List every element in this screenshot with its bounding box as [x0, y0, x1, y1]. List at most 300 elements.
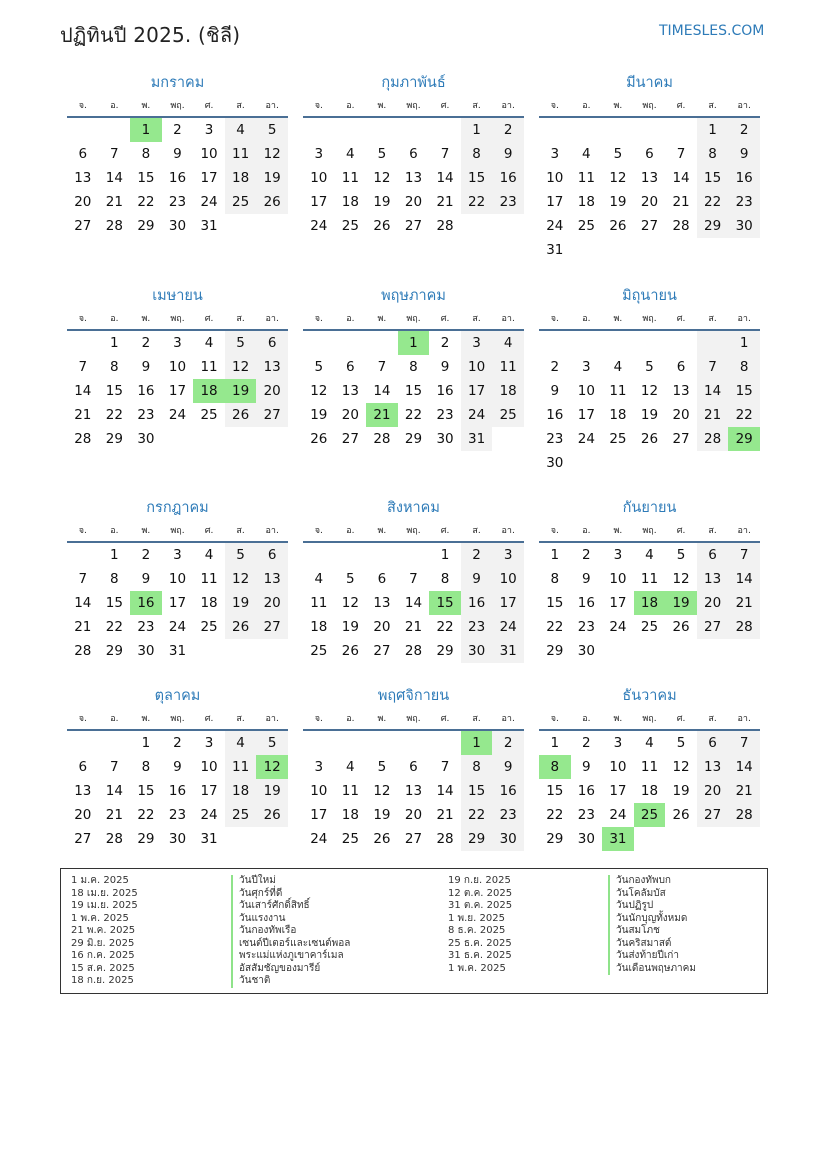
empty-cell — [225, 214, 257, 238]
empty-cell — [366, 118, 398, 142]
day-cell: 17 — [546, 194, 564, 210]
day-cell: 15 — [461, 779, 493, 803]
day-grid — [303, 731, 524, 851]
weekday-label: พฤ. — [406, 526, 421, 536]
month-name: ตุลาคม — [154, 688, 201, 704]
day-cell: 30 — [137, 643, 155, 659]
weekday-label: ส. — [236, 526, 245, 536]
empty-cell — [602, 118, 634, 142]
day-cell: 4 — [225, 731, 257, 755]
day-cell: 23 — [728, 190, 760, 214]
weekday-label: พฤ. — [170, 714, 185, 724]
day-cell: 7 — [728, 731, 760, 755]
day-cell: 30 — [168, 831, 187, 847]
day-cell: 19 — [672, 783, 690, 799]
site-link[interactable]: TIMESLES.COM — [659, 23, 765, 39]
holiday-date: 1 พ.ค. 2025 — [71, 912, 129, 924]
day-cell: 11 — [640, 571, 659, 587]
day-cell: 8 — [141, 146, 151, 162]
day-cell: 14 — [105, 170, 123, 186]
weekday-label: ส. — [708, 714, 717, 724]
day-cell: 7 — [78, 359, 88, 375]
weekday-label: ศ. — [440, 314, 450, 324]
day-cell: 12 — [672, 759, 690, 775]
day-cell: 6 — [645, 146, 654, 162]
day-cell: 11 — [200, 571, 218, 587]
day-cell: 12 — [225, 567, 257, 591]
holiday-row — [71, 950, 350, 963]
empty-cell — [193, 427, 225, 451]
empty-cell — [193, 639, 225, 663]
holiday-name: อัสสัมชัญของมารีย์ — [231, 963, 320, 976]
weekday-label: จ. — [550, 314, 559, 324]
day-cell: 14 — [74, 595, 92, 611]
day-cell: 5 — [225, 331, 257, 355]
day-cell: 21 — [697, 403, 729, 427]
weekday-label: พฤ. — [642, 314, 657, 324]
weekday-label: จ. — [78, 101, 87, 111]
day-cell: 10 — [461, 355, 493, 379]
day-cell: 12 — [672, 571, 690, 587]
weekday-label: อ. — [346, 314, 355, 324]
day-cell: 18 — [492, 379, 524, 403]
day-cell: 31 — [546, 242, 564, 258]
day-cell: 3 — [613, 547, 623, 563]
empty-cell — [697, 238, 729, 262]
day-cell: 29 — [105, 643, 123, 659]
month-calendar — [303, 684, 524, 851]
day-cell: 25 — [341, 218, 359, 234]
empty-cell — [634, 331, 666, 355]
day-cell: 18 — [193, 379, 225, 403]
day-cell: 5 — [225, 543, 257, 567]
month-name: สิงหาคม — [387, 500, 440, 516]
day-cell: 24 — [200, 194, 218, 210]
weekday-label: พฤ. — [170, 101, 185, 111]
empty-cell — [366, 731, 398, 755]
holiday-date: 31 ธ.ค. 2025 — [448, 950, 512, 961]
weekday-label: อา. — [501, 314, 515, 324]
day-cell: 7 — [676, 146, 686, 162]
day-cell: 1 — [141, 735, 151, 751]
day-cell: 25 — [200, 619, 218, 635]
day-cell: 6 — [256, 331, 288, 355]
holiday-row — [448, 900, 696, 913]
empty-cell — [634, 827, 666, 851]
empty-cell — [728, 639, 760, 663]
weekday-label: จ. — [78, 314, 87, 324]
day-cell: 28 — [74, 431, 92, 447]
day-cell: 4 — [204, 547, 214, 563]
day-cell: 26 — [341, 643, 359, 659]
month-calendar — [67, 284, 288, 451]
day-grid — [303, 331, 524, 451]
weekday-header — [67, 95, 288, 118]
empty-cell — [697, 827, 729, 851]
empty-cell — [571, 331, 603, 355]
empty-cell — [571, 238, 603, 262]
weekday-label: อ. — [582, 101, 591, 111]
weekday-header — [539, 95, 760, 118]
day-cell: 23 — [461, 615, 493, 639]
day-cell: 1 — [550, 547, 560, 563]
weekday-label: จ. — [314, 314, 323, 324]
day-cell: 26 — [225, 615, 257, 639]
day-cell: 6 — [697, 731, 729, 755]
day-cell: 13 — [256, 355, 288, 379]
weekday-label: พฤ. — [406, 714, 421, 724]
day-cell: 25 — [225, 190, 257, 214]
weekday-label: จ. — [314, 526, 323, 536]
day-cell: 30 — [728, 214, 760, 238]
day-cell: 21 — [74, 407, 92, 423]
empty-cell — [571, 118, 603, 142]
day-cell: 29 — [546, 831, 564, 847]
day-cell: 8 — [440, 571, 450, 587]
holiday-date: 15 ส.ค. 2025 — [71, 962, 135, 974]
day-cell: 9 — [582, 759, 591, 775]
day-cell: 30 — [492, 827, 524, 851]
day-cell: 3 — [314, 146, 324, 162]
day-cell: 20 — [697, 591, 729, 615]
day-cell: 4 — [346, 146, 355, 162]
day-cell: 15 — [105, 595, 123, 611]
day-cell: 22 — [461, 190, 493, 214]
weekday-label: อา. — [265, 314, 279, 324]
empty-cell — [492, 214, 524, 238]
empty-cell — [602, 331, 634, 355]
day-cell: 12 — [256, 142, 288, 166]
day-cell: 16 — [137, 383, 155, 399]
weekday-label: พ. — [613, 314, 623, 324]
month-calendar — [67, 684, 288, 851]
day-cell: 23 — [168, 194, 187, 210]
day-cell: 29 — [137, 831, 155, 847]
month-name: มกราคม — [150, 75, 205, 91]
day-grid — [539, 543, 760, 663]
day-cell: 28 — [728, 615, 760, 639]
empty-cell — [728, 827, 760, 851]
day-cell: 16 — [168, 170, 187, 186]
day-cell: 6 — [676, 359, 686, 375]
day-cell: 2 — [440, 335, 450, 351]
empty-cell — [225, 827, 257, 851]
weekday-label: อ. — [346, 714, 355, 724]
weekday-label: พ. — [613, 526, 623, 536]
day-cell: 26 — [640, 431, 659, 447]
day-cell: 19 — [373, 194, 391, 210]
day-cell: 4 — [492, 331, 524, 355]
weekday-header — [539, 308, 760, 331]
weekday-label: ศ. — [204, 526, 214, 536]
weekday-label: พฤ. — [642, 526, 657, 536]
month-calendar — [539, 684, 760, 851]
holiday-name: วันปีใหม่ — [231, 875, 276, 888]
holiday-date: 1 ม.ค. 2025 — [71, 875, 129, 886]
holiday-date: 8 ธ.ค. 2025 — [448, 925, 506, 936]
weekday-label: อา. — [737, 714, 751, 724]
weekday-label: พ. — [141, 101, 151, 111]
weekday-label: ศ. — [204, 101, 214, 111]
day-cell: 20 — [404, 807, 423, 823]
weekday-label: ศ. — [204, 314, 214, 324]
day-cell: 13 — [640, 170, 659, 186]
empty-cell — [602, 238, 634, 262]
day-cell: 22 — [137, 194, 155, 210]
day-cell: 22 — [105, 619, 123, 635]
day-cell: 19 — [665, 591, 697, 615]
day-cell: 28 — [404, 643, 423, 659]
weekday-header — [303, 520, 524, 543]
weekday-label: พ. — [141, 526, 151, 536]
holiday-list-left — [71, 875, 350, 988]
empty-cell — [335, 543, 367, 567]
weekday-label: ส. — [708, 101, 717, 111]
weekday-label: อา. — [501, 101, 515, 111]
day-cell: 14 — [373, 383, 391, 399]
holiday-row — [71, 888, 350, 901]
day-cell: 26 — [672, 619, 690, 635]
day-cell: 25 — [640, 619, 659, 635]
day-cell: 14 — [404, 595, 423, 611]
weekday-header — [303, 708, 524, 731]
weekday-label: อา. — [737, 101, 751, 111]
day-cell: 9 — [728, 142, 760, 166]
day-cell: 6 — [409, 146, 418, 162]
day-cell: 15 — [728, 379, 760, 403]
day-cell: 10 — [310, 170, 328, 186]
day-cell: 14 — [74, 383, 92, 399]
day-cell: 16 — [728, 166, 760, 190]
day-cell: 23 — [492, 190, 524, 214]
day-cell: 15 — [546, 783, 564, 799]
weekday-label: ศ. — [440, 526, 450, 536]
day-cell: 16 — [461, 591, 493, 615]
day-cell: 3 — [173, 547, 182, 563]
day-cell: 13 — [373, 595, 391, 611]
day-cell: 1 — [440, 547, 450, 563]
day-cell: 27 — [672, 431, 690, 447]
day-cell: 3 — [314, 759, 324, 775]
holiday-name: เซนต์ปีเตอร์และเซนต์พอล — [231, 938, 350, 951]
day-cell: 25 — [225, 803, 257, 827]
day-cell: 29 — [697, 214, 729, 238]
day-cell: 21 — [728, 779, 760, 803]
weekday-label: อ. — [582, 526, 591, 536]
day-cell: 29 — [546, 643, 564, 659]
month-name: กุมภาพันธ์ — [381, 75, 446, 91]
day-grid — [539, 118, 760, 262]
day-cell: 27 — [341, 431, 359, 447]
weekday-label: พ. — [377, 714, 387, 724]
day-cell: 17 — [461, 379, 493, 403]
day-cell: 31 — [168, 643, 187, 659]
weekday-label: ส. — [708, 314, 717, 324]
day-cell: 11 — [310, 595, 328, 611]
day-cell: 5 — [346, 571, 355, 587]
holiday-name: พระแม่แห่งภูเขาคาร์เมล — [231, 950, 344, 963]
day-cell: 17 — [577, 407, 595, 423]
day-cell: 21 — [436, 807, 454, 823]
day-cell: 25 — [310, 643, 328, 659]
day-cell: 7 — [78, 571, 88, 587]
day-cell: 9 — [141, 571, 151, 587]
day-cell: 12 — [310, 383, 328, 399]
day-cell: 10 — [168, 359, 187, 375]
day-cell: 7 — [110, 146, 119, 162]
day-cell: 17 — [609, 595, 627, 611]
empty-cell — [335, 731, 367, 755]
day-cell: 26 — [672, 807, 690, 823]
day-cell: 7 — [409, 571, 418, 587]
day-cell: 14 — [728, 755, 760, 779]
empty-cell — [225, 639, 257, 663]
day-cell: 9 — [582, 571, 591, 587]
day-grid — [67, 543, 288, 663]
day-cell: 20 — [74, 807, 92, 823]
day-cell: 14 — [728, 567, 760, 591]
day-cell: 18 — [341, 194, 359, 210]
day-cell: 17 — [310, 194, 328, 210]
day-cell: 1 — [110, 547, 119, 563]
day-cell: 26 — [609, 218, 627, 234]
day-cell: 8 — [409, 359, 418, 375]
day-cell: 20 — [256, 379, 288, 403]
day-cell: 2 — [461, 543, 493, 567]
month-calendar — [67, 71, 288, 238]
empty-cell — [256, 214, 288, 238]
day-cell: 19 — [341, 619, 359, 635]
day-cell: 28 — [436, 218, 454, 234]
empty-cell — [697, 331, 729, 355]
empty-cell — [99, 731, 131, 755]
day-cell: 7 — [377, 359, 387, 375]
day-cell: 4 — [314, 571, 324, 587]
holiday-name: วันกองทัพเรือ — [231, 925, 296, 938]
day-cell: 3 — [204, 735, 214, 751]
day-cell: 13 — [74, 783, 92, 799]
day-grid — [67, 118, 288, 238]
day-cell: 18 — [310, 619, 328, 635]
day-cell: 22 — [697, 190, 729, 214]
weekday-label: พฤ. — [170, 314, 185, 324]
day-cell: 7 — [110, 759, 119, 775]
weekday-label: อ. — [582, 714, 591, 724]
weekday-label: จ. — [314, 714, 323, 724]
day-cell: 8 — [550, 571, 560, 587]
weekday-label: อา. — [737, 526, 751, 536]
day-cell: 11 — [609, 383, 627, 399]
day-cell: 29 — [461, 827, 493, 851]
weekday-label: พ. — [141, 714, 151, 724]
holiday-row — [448, 888, 696, 901]
day-cell: 19 — [256, 166, 288, 190]
day-cell: 2 — [173, 735, 182, 751]
day-cell: 20 — [256, 591, 288, 615]
day-cell: 5 — [256, 731, 288, 755]
day-cell: 23 — [168, 807, 187, 823]
day-cell: 9 — [492, 142, 524, 166]
day-cell: 17 — [492, 591, 524, 615]
day-cell: 29 — [137, 218, 155, 234]
weekday-label: จ. — [78, 714, 87, 724]
day-cell: 12 — [373, 170, 391, 186]
day-cell: 14 — [105, 783, 123, 799]
day-cell: 16 — [546, 407, 564, 423]
day-cell: 30 — [546, 455, 564, 471]
day-cell: 17 — [168, 595, 187, 611]
day-cell: 20 — [373, 619, 391, 635]
day-cell: 26 — [373, 831, 391, 847]
weekday-label: ส. — [236, 314, 245, 324]
empty-cell — [602, 451, 634, 475]
weekday-label: พฤ. — [406, 101, 421, 111]
month-name: เมษายน — [152, 288, 203, 304]
empty-cell — [665, 451, 697, 475]
day-cell: 10 — [200, 759, 218, 775]
day-cell: 18 — [200, 595, 218, 611]
day-cell: 29 — [728, 427, 760, 451]
weekday-label: อ. — [110, 314, 119, 324]
day-cell: 15 — [404, 383, 423, 399]
day-cell: 21 — [74, 619, 92, 635]
day-cell: 4 — [645, 547, 654, 563]
day-cell: 17 — [168, 383, 187, 399]
day-cell: 27 — [697, 615, 729, 639]
day-cell: 24 — [200, 807, 218, 823]
empty-cell — [398, 118, 430, 142]
day-cell: 24 — [546, 218, 564, 234]
holiday-row — [71, 963, 350, 976]
day-cell: 21 — [728, 591, 760, 615]
day-cell: 19 — [225, 379, 257, 403]
empty-cell — [303, 543, 335, 567]
day-cell: 3 — [461, 331, 493, 355]
day-cell: 6 — [78, 146, 88, 162]
holiday-date: 29 มิ.ย. 2025 — [71, 937, 135, 949]
weekday-label: อ. — [110, 526, 119, 536]
month-calendar — [67, 496, 288, 663]
day-cell: 22 — [546, 619, 564, 635]
weekday-label: พฤ. — [642, 101, 657, 111]
day-grid — [539, 331, 760, 475]
day-cell: 25 — [492, 403, 524, 427]
day-cell: 13 — [697, 755, 729, 779]
day-cell: 12 — [640, 383, 659, 399]
day-cell: 30 — [577, 643, 595, 659]
day-cell: 24 — [609, 807, 627, 823]
holiday-name: วันเดือนพฤษภาคม — [608, 963, 696, 976]
day-cell: 8 — [539, 755, 571, 779]
day-cell: 27 — [256, 615, 288, 639]
day-cell: 26 — [373, 218, 391, 234]
day-cell: 3 — [613, 735, 623, 751]
day-cell: 10 — [168, 571, 187, 587]
day-cell: 2 — [141, 547, 151, 563]
day-cell: 19 — [310, 407, 328, 423]
empty-cell — [256, 427, 288, 451]
day-cell: 6 — [377, 571, 387, 587]
day-cell: 26 — [256, 803, 288, 827]
day-cell: 27 — [640, 218, 659, 234]
empty-cell — [665, 331, 697, 355]
month-name: พฤษภาคม — [381, 288, 446, 304]
empty-cell — [99, 118, 131, 142]
day-cell: 11 — [200, 359, 218, 375]
day-cell: 25 — [200, 407, 218, 423]
empty-cell — [634, 451, 666, 475]
day-cell: 2 — [141, 335, 151, 351]
